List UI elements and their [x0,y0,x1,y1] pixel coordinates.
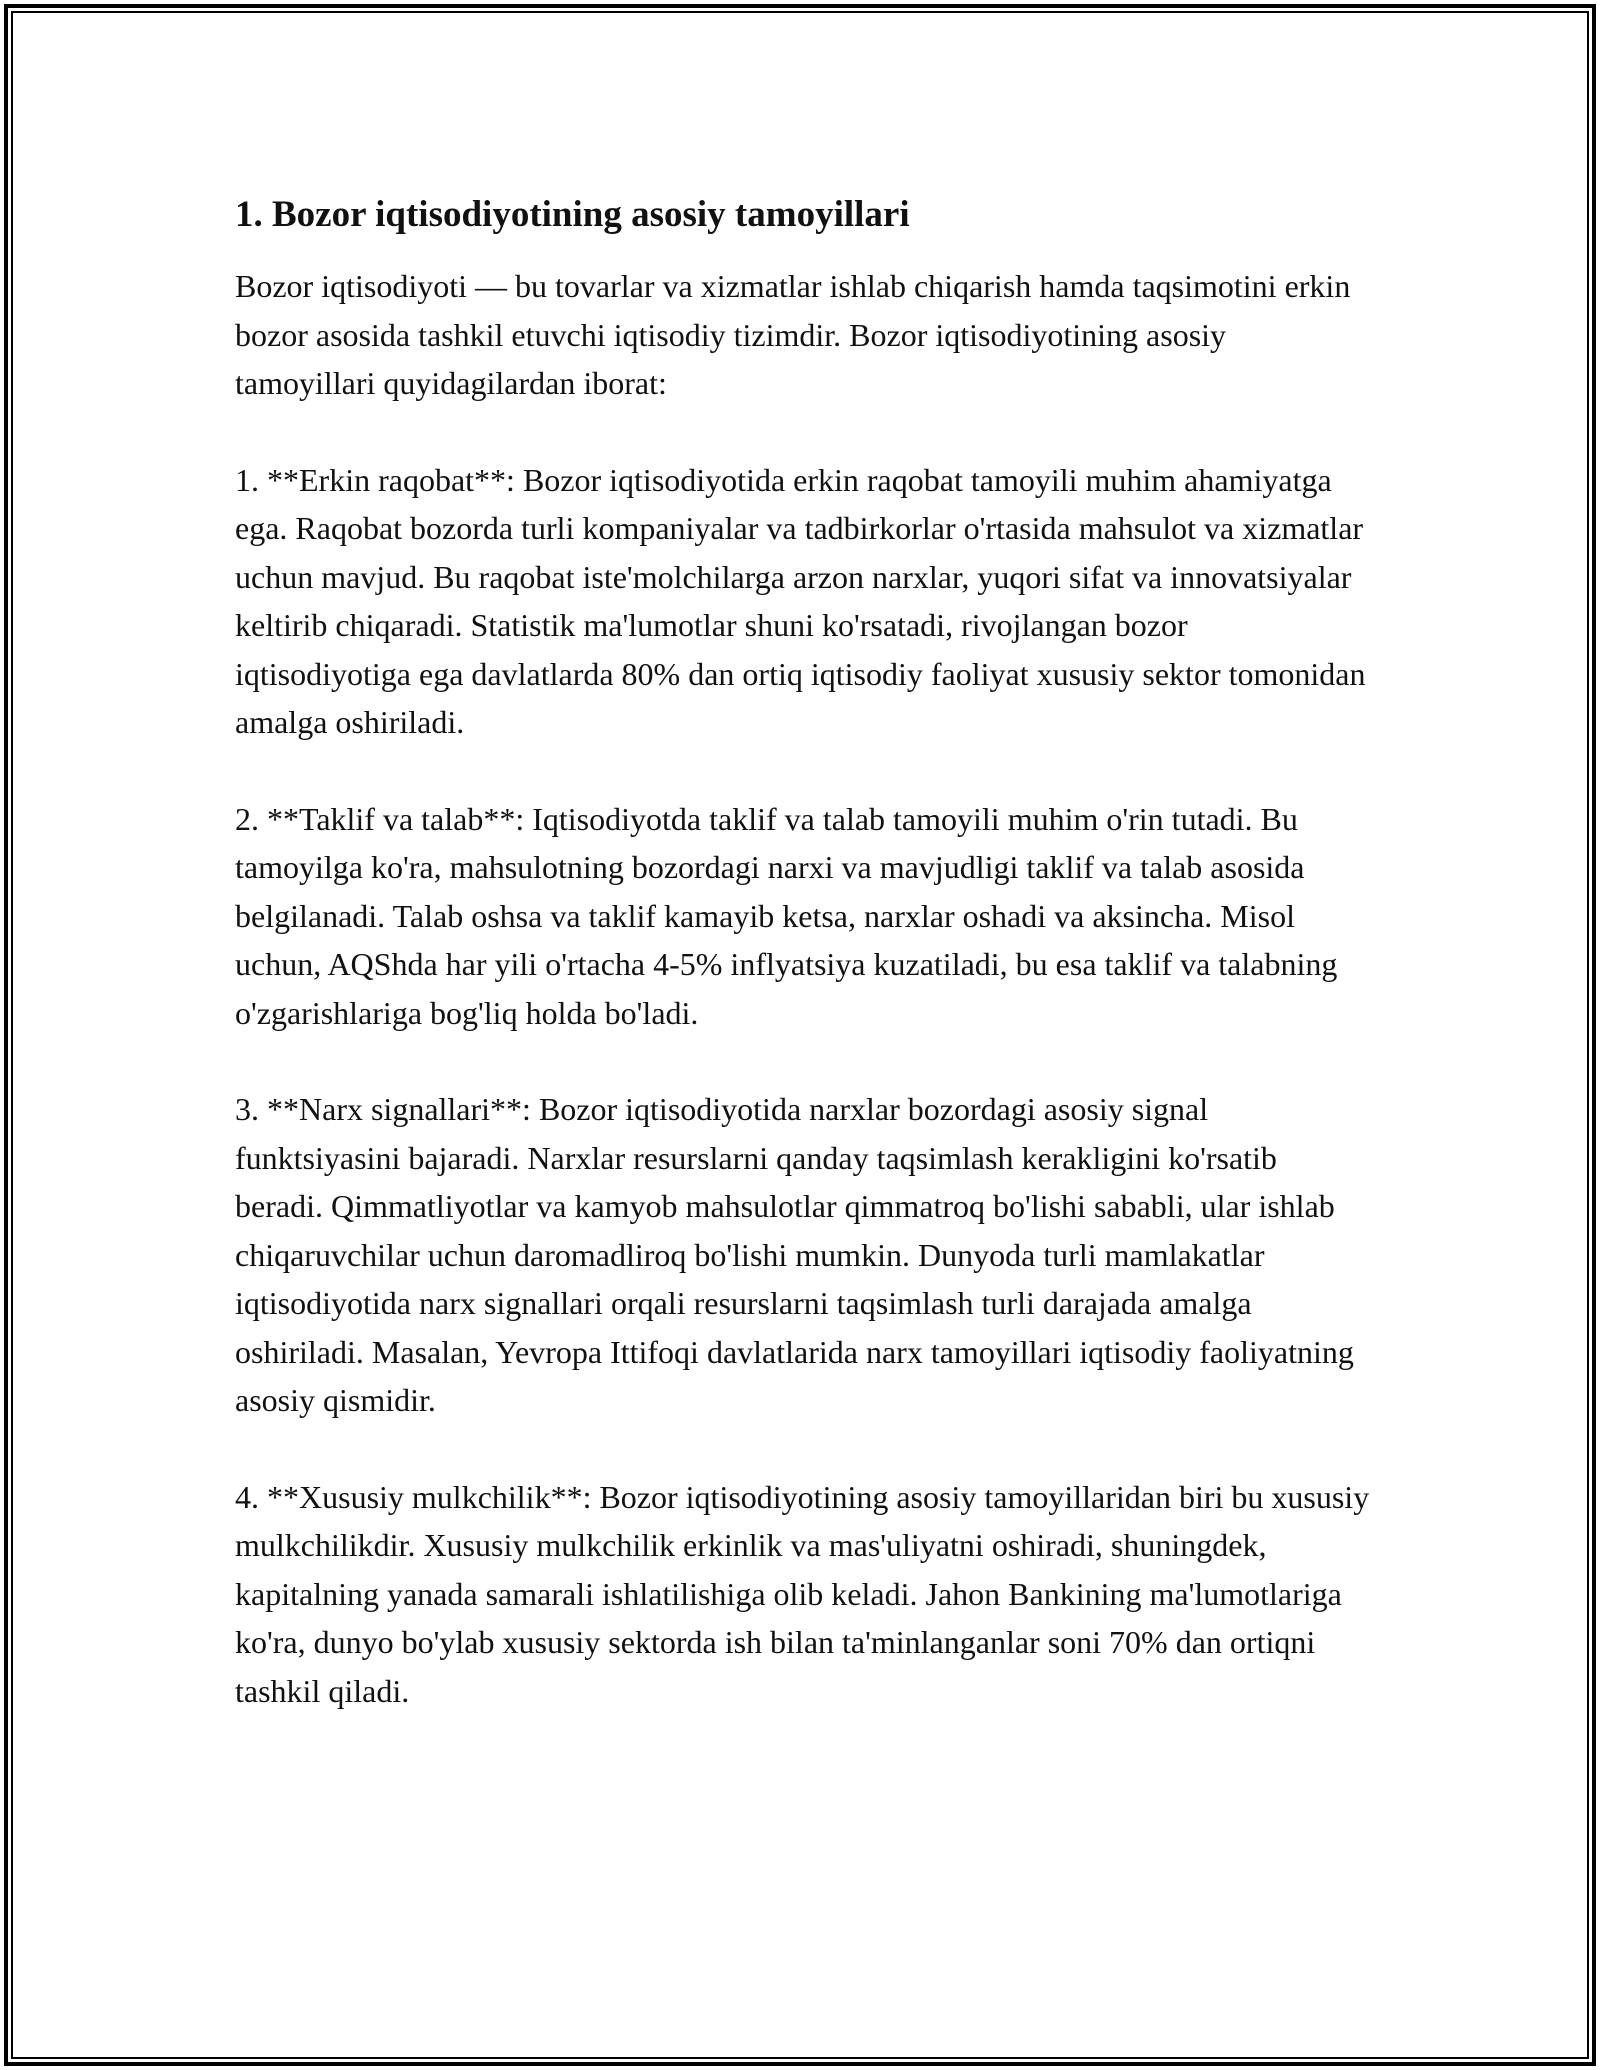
paragraph-erkin-raqobat: 1. **Erkin raqobat**: Bozor iqtisodiyotida erkin raqobat tamoyili muhim ahamiyatga ega. Raqobat bozorda turli kompaniyalar va tadbirkorlar o'rtasida mahsulot va xizmatlar uchun mavjud. Bu raqobat iste'molchilarga arzon narxlar, yuqori sifat va innovatsiyalar keltirib chiqaradi. Statistik ma'lumotlar shuni ko'rsatadi, rivojlangan bozor iqtisodiyotiga ega davlatlarda 80% dan ortiq iqtisodiy faoliyat xususiy sektor tomonidan amalga oshiriladi. [235,461,1366,740]
document-page [235,185,1370,1763]
section-title: 1. Bozor iqtisodiyotining asosiy tamoyillari [235,194,910,235]
paragraph-taklif-va-talab: 2. **Taklif va talab**: Iqtisodiyotda taklif va talab tamoyili muhim o'rin tutadi. Bu tamoyilga ko'ra, mahsulotning bozordagi narxi va mavjudligi taklif va talab asosida belgilanadi. Talab oshsa va taklif kamayib ketsa, narxlar oshadi va aksincha. Misol uchun, AQShda har yili o'rtacha 4-5% inflyatsiya kuzatiladi, bu esa taklif va talabning o'zgarishlariga bog'liq holda bo'ladi. [235,800,1338,1031]
intro-paragraph: Bozor iqtisodiyoti — bu tovarlar va xizmatlar ishlab chiqarish hamda taqsimotini erkin bozor asosida tashkil etuvchi iqtisodiy tizimdir. Bozor iqtisodiyotining asosiy tamoyillari quyidagilardan iborat: [235,268,1351,401]
paragraph-narx-signallari: 3. **Narx signallari**: Bozor iqtisodiyotida narxlar bozordagi asosiy signal funktsiyasini bajaradi. Narxlar resurslarni qanday taqsimlash kerakligini ko'rsatib beradi. Qimmatliyotlar va kamyob mahsulotlar qimmatroq bo'lishi sababli, ular ishlab chiqaruvchilar uchun daromadliroq bo'lishi mumkin. Dunyoda turli mamlakatlar iqtisodiyotida narx signallari orqali resurslarni taqsimlash turli darajada amalga oshiriladi. Masalan, Yevropa Ittifoqi davlatlarida narx tamoyillari iqtisodiy faoliyatning asosiy qismidir. [235,1091,1354,1418]
paragraph-xususiy-mulkchilik: 4. **Xususiy mulkchilik**: Bozor iqtisodiyotining asosiy tamoyillaridan biri bu xususiy mulkchilikdir. Xususiy mulkchilik erkinlik va mas'uliyatni oshiradi, shuningdek, kapitalning yanada samarali ishlatilishiga olib keladi. Jahon Bankining ma'lumotlariga ko'ra, dunyo bo'ylab xususiy sektorda ish bilan ta'minlanganlar soni 70% dan ortiqni tashkil qiladi. [235,1478,1370,1709]
